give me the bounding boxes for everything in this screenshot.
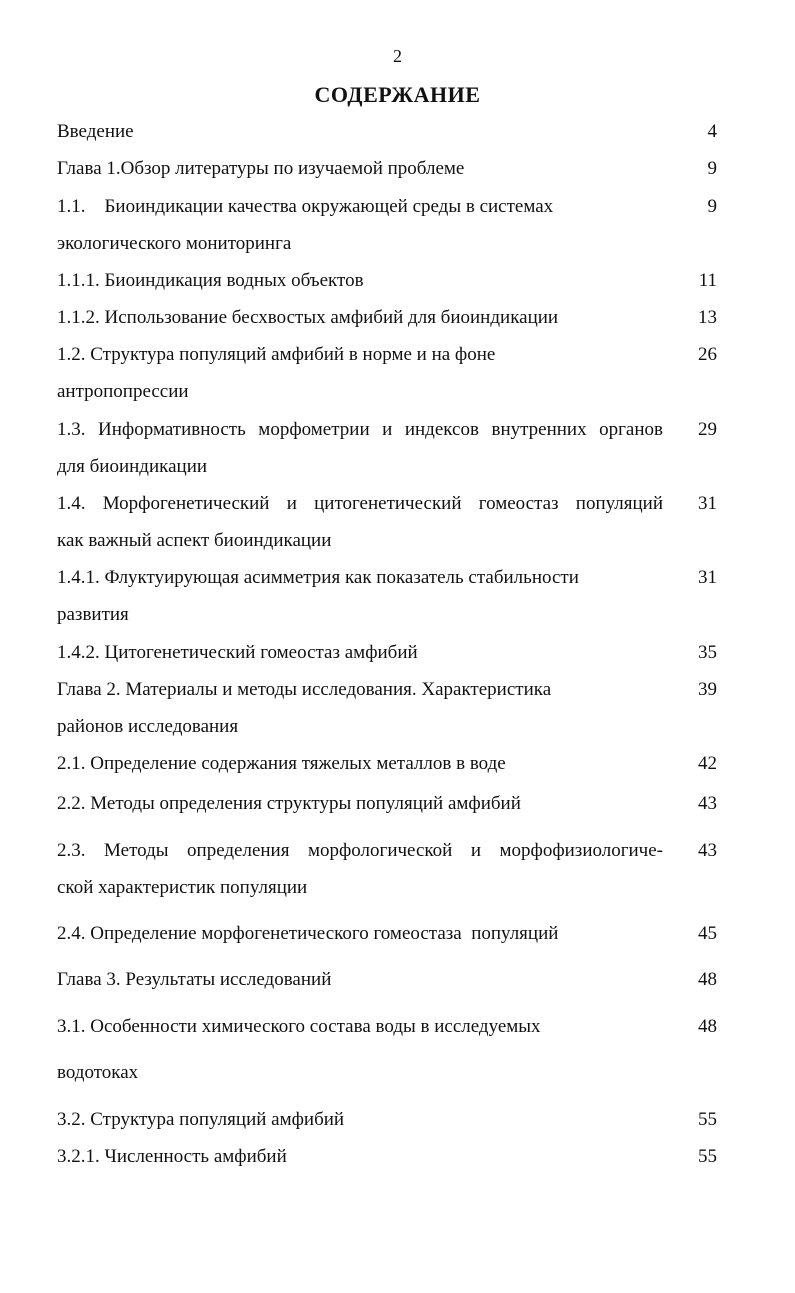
toc-entry-text: Введение	[57, 121, 134, 142]
toc-entry-page: 31	[698, 493, 717, 514]
toc-entry-page: 55	[698, 1109, 717, 1130]
toc-entry-text: 2.1. Определение содержания тяжелых металлов в воде	[57, 753, 506, 774]
toc-entry-page: 48	[698, 1016, 717, 1037]
toc-entry-text: 1.4. Морфогенетический и цитогенетический гомеостаз популяций	[57, 493, 663, 514]
toc-entry-page: 13	[698, 307, 717, 328]
toc-entry-page: 55	[698, 1146, 717, 1167]
toc-entry-text: для биоиндикации	[57, 456, 208, 477]
toc-entry-text: 2.2. Методы определения структуры популяций амфибий	[57, 793, 521, 814]
toc-entry-text: 2.4. Определение морфогенетического гомеостаза популяций	[57, 923, 559, 944]
toc-entry-page: 39	[698, 679, 717, 700]
toc-entry-page: 4	[707, 121, 717, 142]
toc-entry-page: 26	[698, 344, 717, 365]
toc-entry-text: 1.1.2. Использование бесхвостых амфибий для биоиндикации	[57, 307, 559, 328]
toc-entry-text: ской характеристик популяции	[57, 877, 308, 898]
toc-entry-page: 43	[698, 793, 717, 814]
toc-entry-text: 3.2. Структура популяций амфибий	[57, 1109, 345, 1130]
toc-entry-text: экологического мониторинга	[57, 233, 292, 254]
toc-entry-page: 11	[698, 270, 717, 291]
toc-entry-text: 1.2. Структура популяций амфибий в норме и на фоне	[57, 344, 496, 365]
toc-entry-page: 31	[698, 567, 717, 588]
toc-entry-text: 1.4.1. Флуктуирующая асимметрия как показатель стабильности	[57, 567, 579, 588]
toc-entry-text: 1.1.1. Биоиндикация водных объектов	[57, 270, 364, 291]
toc-entry-text: 3.2.1. Численность амфибий	[57, 1146, 287, 1167]
toc-entry-page: 43	[698, 840, 717, 861]
toc-entry-text: как важный аспект биоиндикации	[57, 530, 332, 551]
toc-entry-page: 48	[698, 969, 717, 990]
toc-entry-page: 35	[698, 642, 717, 663]
toc-entry-text: 2.3. Методы определения морфологической и морфофизиологиче-	[57, 840, 663, 861]
toc-entry-text: развития	[57, 604, 129, 625]
toc-entry-text: антропопрессии	[57, 381, 189, 402]
toc-entry-text: Глава 1.Обзор литературы по изучаемой проблеме	[57, 158, 465, 179]
toc-entry-text: 1.1. Биоиндикации качества окружающей среды в системах	[57, 196, 554, 217]
page-title: СОДЕРЖАНИЕ	[314, 82, 481, 107]
toc-entry-page: 29	[698, 419, 717, 440]
toc-entry-text: Глава 2. Материалы и методы исследования. Характеристика	[57, 679, 552, 700]
toc-entry-text: 1.3. Информативность морфометрии и индексов внутренних органов	[57, 419, 663, 440]
toc-entry-page: 42	[698, 753, 717, 774]
toc-entry-text: районов исследования	[57, 716, 239, 737]
toc-entry-text: водотоках	[57, 1062, 139, 1083]
toc-entry-text: Глава 3. Результаты исследований	[57, 969, 332, 990]
toc-entry-text: 1.4.2. Цитогенетический гомеостаз амфибий	[57, 642, 418, 663]
toc-entry-text: 3.1. Особенности химического состава воды в исследуемых	[57, 1016, 541, 1037]
page-number: 2	[393, 46, 402, 66]
toc-entry-page: 9	[707, 196, 717, 217]
toc-entry-page: 9	[707, 158, 717, 179]
toc-entry-page: 45	[698, 923, 717, 944]
